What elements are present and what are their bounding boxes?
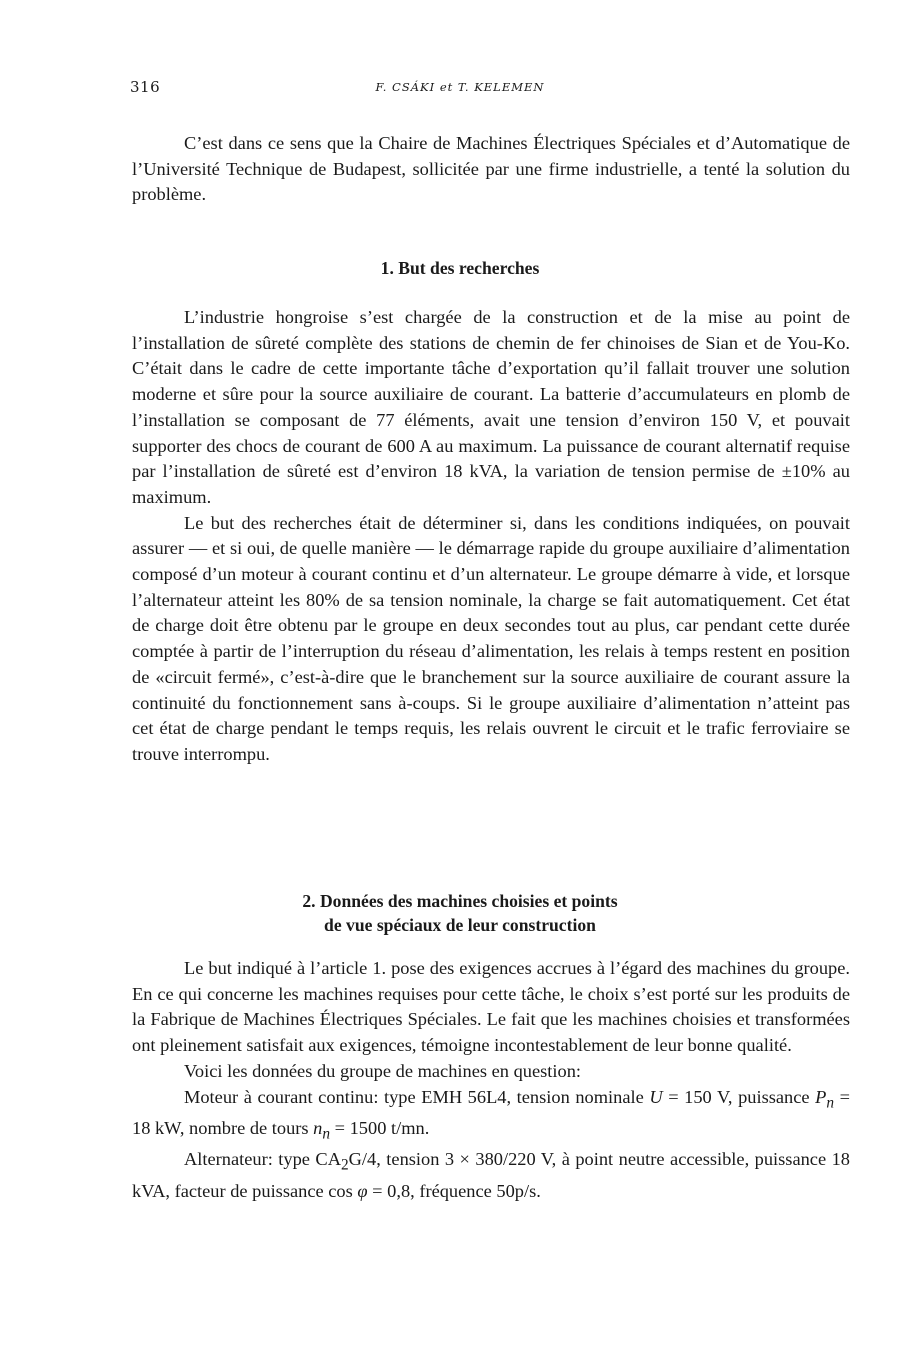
section2-block [132,956,850,1204]
alternator-text-a: Alternateur: type CA [184,1149,341,1170]
alternator-data-paragraph [132,1147,850,1204]
section2-title-line2: de vue spéciaux de leur construction [324,915,596,935]
speed-subscript: n [322,1125,331,1143]
section1-title [0,256,920,280]
page-number: 316 [130,78,161,96]
motor-text-b: = 150 V, puissance [662,1086,816,1107]
alternator-type-subscript: 2 [340,1156,349,1174]
motor-text-a: Moteur à courant continu: type EMH 56L4, tension nominale [184,1086,650,1107]
phi-symbol: φ [357,1180,368,1201]
section1-paragraph-2: Le but des recherches était de déterminer si, dans les conditions indiquées, on pouvait assurer — et si oui, de quelle manière — le démarrage rapide du groupe auxiliaire d’alimentation composé d’un moteur à courant continu et d’un alternateur. Le groupe démarre à vide, et lorsque l’alternateur atteint les 80% de sa tension nominale, la charge se fait automatiquement. Cet état de charge doit être obtenu par le groupe en deux secondes tout au plus, car pendant cette durée comptée à partir de l’interruption du réseau d’alimentation, les relais à temps restent en position de «circuit fermé», c’est-à-dire que le branchement sur la source auxiliaire de courant assure la continuité du fonctionnement sans à-coups. Si le groupe auxiliaire d’alimentation n’atteint pas cet état de charge pendant le temps requis, les relais ouvrent le circuit et le trafic ferroviaire se trouve interrompu. [132,512,850,764]
section1-block [132,305,850,768]
section1-paragraph-1: L’industrie hongroise s’est chargée de la construction et de la mise au point de l’installation de sûreté complète des stations de chemin de fer chinoises de Sian et de You-Ko. C’était dans le cadre de cette importante tâche d’exportation qu’il fallait trouver une solution moderne et sûre pour la source auxiliaire de courant. La batterie d’accumulateurs en plomb de l’installation se composant de 77 éléments, avait une tension d’environ 150 V, et pouvait supporter des chocs de courant de 600 A au maximum. La puissance de courant alternatif requise par l’installation de sûreté est d’environ 18 kVA, la variation de tension permise de ±10% au maximum. [132,307,850,507]
power-symbol: P [815,1086,827,1107]
power-subscript: n [826,1094,835,1112]
section2-paragraph-1: Le but indiqué à l’article 1. pose des exigences accrues à l’égard des machines du groupe. En ce qui concerne les machines requises pour cette tâche, le choix s’est porté sur les produits de la Fabrique de Machines Électriques Spéciales. Le fait que les machines choisies et transformées ont pleinement satisfait aux exigences, témoigne incontestablement de leur bonne qualité. [132,958,850,1056]
voltage-symbol: U [649,1086,663,1107]
motor-data-paragraph [132,1085,850,1148]
intro-block [132,131,850,208]
alternator-text-b: G/4, tension 3 × 380/220 V, à point neutre accessible, puissance 18 kVA, facteur de puissance cos [132,1149,850,1201]
alternator-text-c: = 0,8, fréquence 50p/s. [367,1180,541,1201]
section2-title-line1: 2. Données des machines choisies et points [302,891,618,911]
section2-title [0,889,920,937]
section1-title-text: 1. But des recherches [380,258,540,278]
motor-text-c: = 18 kW, nombre de tours [132,1086,850,1138]
running-head: F. CSÁKI et T. KELEMEN [375,80,545,94]
speed-symbol: n [313,1117,323,1138]
motor-text-d: = 1500 t/mn. [330,1117,430,1138]
section2-paragraph-2: Voici les données du groupe de machines en question: [184,1060,582,1081]
intro-paragraph: C’est dans ce sens que la Chaire de Machines Électriques Spéciales et d’Automatique de l’Université Technique de Budapest, sollicitée par une firme industrielle, a tenté la solution du problème. [132,133,850,205]
